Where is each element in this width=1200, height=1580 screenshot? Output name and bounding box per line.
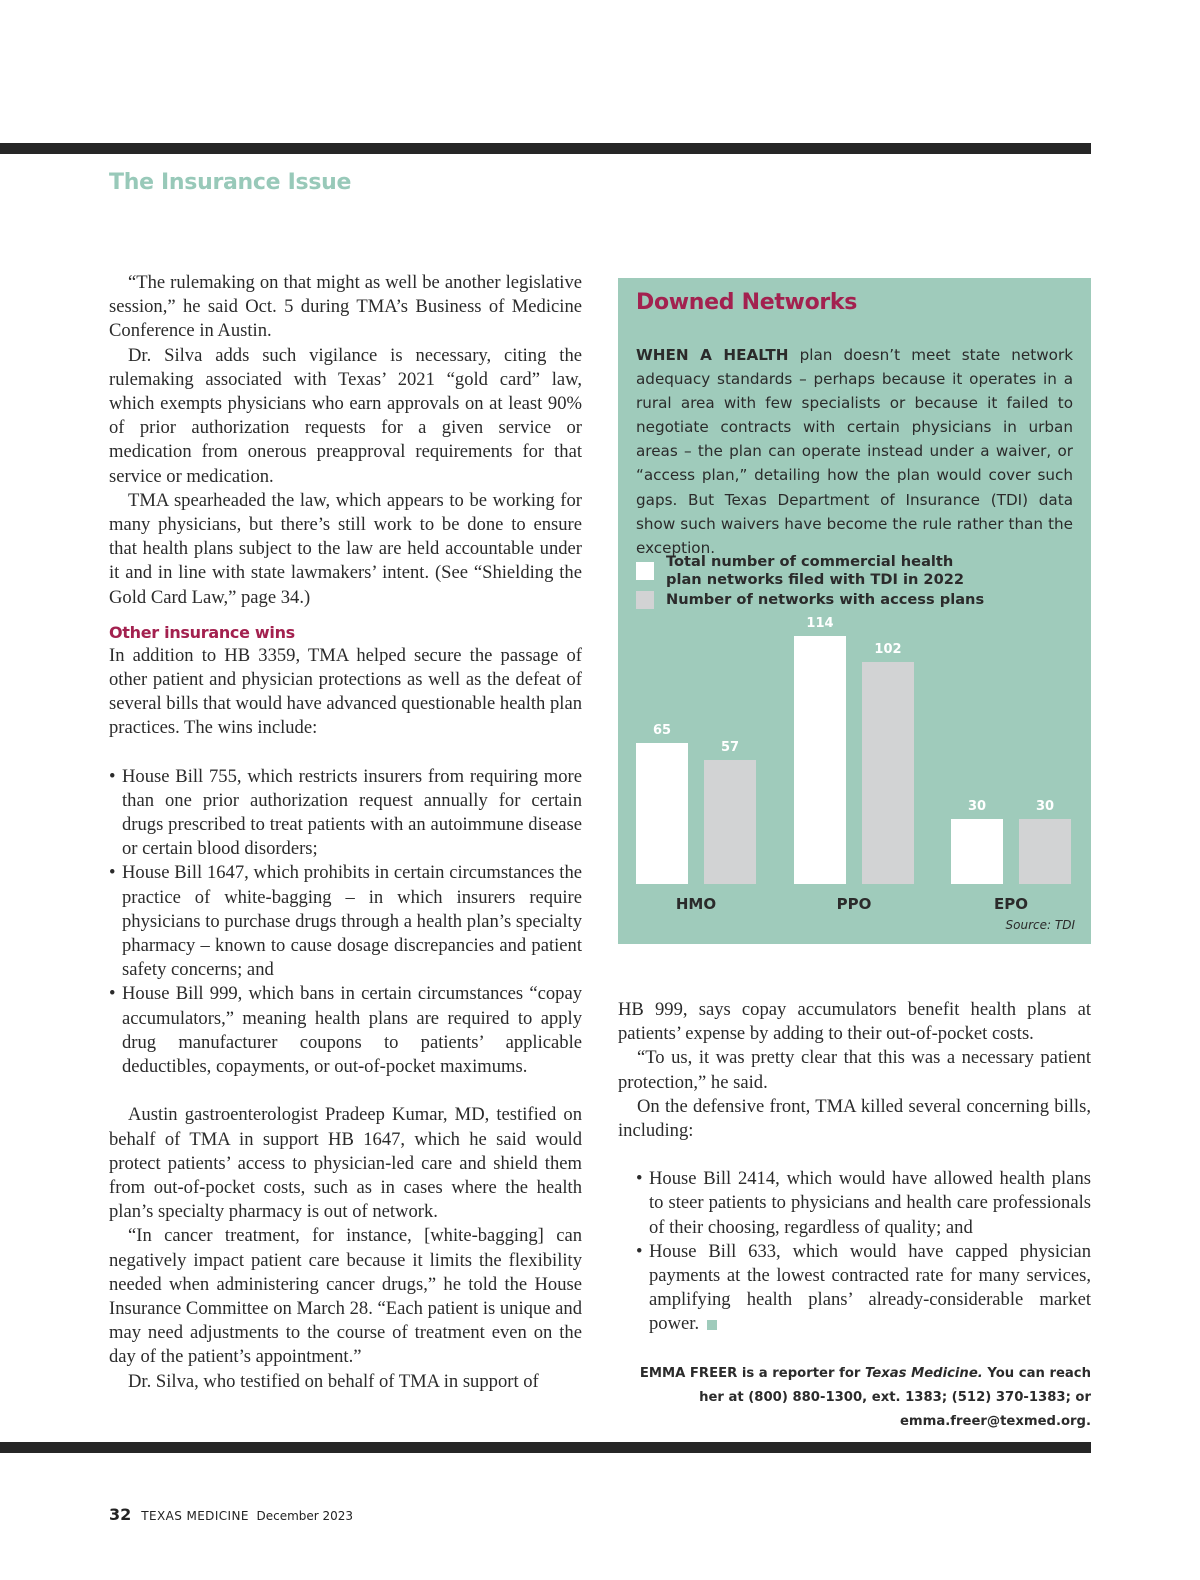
- paragraph: “The rulemaking on that might as well be another legislative session,” he said Oct. 5 during TMA’s Business of Medicine Conference in Austin.: [109, 272, 582, 342]
- legend-label-total: Total number of commercial health plan networks filed with TDI in 2022: [666, 553, 965, 588]
- chart-source: Source: TDI: [1005, 918, 1075, 932]
- category-label: HMO: [675, 895, 717, 913]
- end-mark-icon: [707, 1320, 717, 1330]
- bar-epo-total: [951, 819, 1003, 884]
- bar-hmo-access-plans: [704, 760, 756, 884]
- legend-swatch-gray: [636, 591, 654, 609]
- category-label: PPO: [836, 895, 872, 913]
- subhead-other-insurance-wins: Other insurance wins: [109, 622, 295, 642]
- footer-magazine: TEXAS MEDICINE: [141, 1509, 249, 1523]
- paragraph: Austin gastroenterologist Pradeep Kumar, MD, testified on behalf of TMA in support HB 1647, which he said would protect patients’ access to physician-led care and shield them from out-of-pocket costs, such as in cases where the health plan’s specialty pharmacy is out of network.: [109, 1104, 582, 1223]
- paragraph: “In cancer treatment, for instance, [white-bagging] can negatively impact patient care because it limits the flexibility needed when administering cancer drugs,” he told the House Insurance Committee on March 28. “Each patient is unique and may need adjustments to the course of treatment even on the day of the patient’s appointment.”: [109, 1225, 582, 1368]
- byline-magazine: Texas Medicine.: [864, 1366, 983, 1381]
- list-item: • House Bill 2414, which would have allowed health plans to steer patients to physicians and health care professionals of their choosing, regardless of quality; and: [618, 1167, 1091, 1240]
- data-label: 114: [806, 616, 834, 631]
- list-item: • House Bill 999, which bans in certain circumstances “copay accumulators,” meaning health plans are required to apply drug manufacturer coupons to patients’ applicable deductibles, copayments, or out-of-pocket maximums.: [109, 982, 582, 1079]
- byline-contact: You can reach her at (800) 880-1300, ext. 1383; (512) 370-1383; or emma.freer@texmed.org.: [699, 1366, 1091, 1429]
- left-column: [109, 271, 582, 1394]
- wins-list: [109, 765, 582, 1080]
- paragraph: In addition to HB 3359, TMA helped secure the passage of other patient and physician protections as well as the defeat of several bills that would have advanced questionable health plan practices. The wins include:: [109, 644, 582, 739]
- paragraph: “To us, it was pretty clear that this was a necessary patient protection,” he said.: [618, 1047, 1091, 1093]
- category-label: EPO: [994, 895, 1028, 913]
- paragraph: HB 999, says copay accumulators benefit health plans at patients’ expense by adding to their out-of-pocket costs.: [618, 999, 1091, 1045]
- author-byline: [618, 1362, 1091, 1434]
- data-label: 65: [652, 722, 672, 738]
- page-footer: [109, 1505, 353, 1524]
- paragraph: On the defensive front, TMA killed several concerning bills, including:: [618, 1095, 1091, 1142]
- legend-swatch-white: [636, 562, 654, 580]
- section-title: The Insurance Issue: [109, 170, 352, 195]
- byline-text: EMMA FREER is a reporter for: [639, 1366, 865, 1381]
- sidebar-text: [636, 343, 1073, 560]
- sidebar-body: plan doesn’t meet state network adequacy standards – perhaps because it operates in a rural area with few specialists or because it failed to negotiate contracts with certain physicians in urban areas – the plan can operate instead under a waiver, or “access plan,” detailing how the plan would cover such gaps. But Texas Department of Insurance (TDI) data show such waivers have become the rule rather than the exception.: [636, 346, 1073, 557]
- legend-entry-access: [636, 591, 984, 609]
- bar-ppo-access-plans: [862, 662, 914, 884]
- data-label: 102: [874, 642, 902, 658]
- bottom-rule: [0, 1442, 1091, 1453]
- bar-hmo-total: [636, 743, 688, 884]
- defeated-bills-list: [618, 1167, 1091, 1336]
- list-item: [618, 1240, 1091, 1337]
- paragraph: TMA spearheaded the law, which appears to be working for many physicians, but there’s still work to be done to ensure that health plans subject to the law are held accountable under it and in line with state lawmakers’ intent. (See “Shielding the Gold Card Law,” page 34.): [109, 489, 582, 608]
- paragraph: Dr. Silva, who testified on behalf of TMA in support of: [128, 1370, 539, 1392]
- bar-ppo-total: [794, 636, 846, 884]
- list-item: • House Bill 755, which restricts insurers from requiring more than one prior authorization request annually for certain drugs prescribed to treat patients with an autoimmune disease or certain blood disorders;: [109, 765, 582, 862]
- data-label: 30: [1035, 798, 1055, 814]
- legend-entry-total: [636, 553, 986, 589]
- downed-networks-sidebar: [618, 278, 1091, 944]
- data-label: 57: [720, 740, 740, 755]
- list-item-text: House Bill 633, which would have capped physician payments at the lowest contracted rate for many services, amplifying health plans’ already-considerable market power.: [649, 1240, 1091, 1335]
- paragraph: Dr. Silva adds such vigilance is necessary, citing the rulemaking associated with Texas’ 2021 “gold card” law, which exempts physicians who earn approvals on at least 90% of prior authorization requests for a given service or medication from onerous preapproval requirements for that service or medication.: [109, 344, 582, 487]
- data-label: 30: [967, 798, 987, 814]
- footer-issue: December 2023: [256, 1509, 354, 1523]
- sidebar-lead-in: WHEN A HEALTH: [636, 346, 789, 364]
- list-item: • House Bill 1647, which prohibits in certain circumstances the practice of white-bagging – in which insurers require physicians to purchase drugs through a health plan’s specialty pharmacy – known to cause dosage discrepancies and patient safety concerns; and: [109, 861, 582, 982]
- top-rule: [0, 143, 1091, 154]
- sidebar-title: Downed Networks: [636, 290, 858, 315]
- page-number: 32: [109, 1505, 132, 1524]
- right-column: [618, 998, 1091, 1337]
- bar-epo-access-plans: [1019, 819, 1071, 884]
- legend-label-access: Number of networks with access plans: [666, 591, 985, 608]
